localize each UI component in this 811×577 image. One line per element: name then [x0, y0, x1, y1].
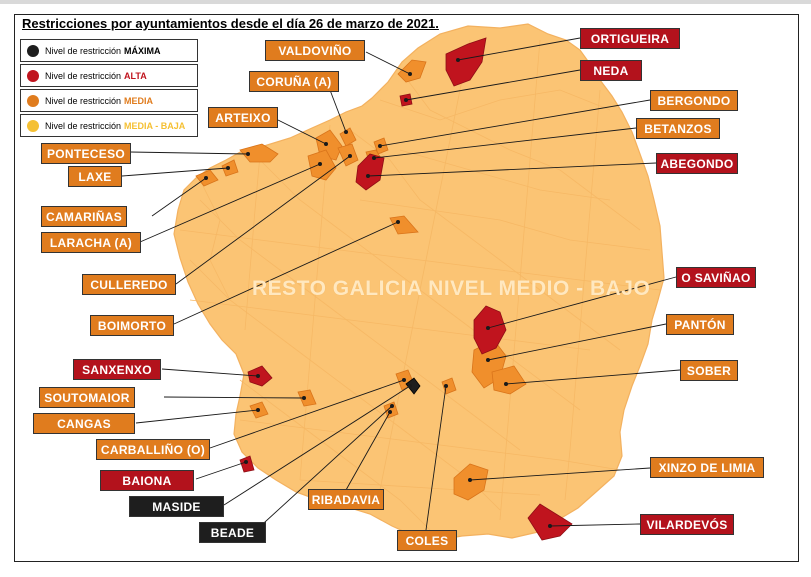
label-sober: SOBER	[680, 360, 738, 381]
label-baiona: BAIONA	[100, 470, 194, 491]
legend-level: MÁXIMA	[124, 45, 161, 56]
label-coles: COLES	[397, 530, 457, 551]
label-laxe: LAXE	[68, 166, 122, 187]
label-neda: NEDA	[580, 60, 642, 81]
region-caption: RESTO GALICIA NIVEL MEDIO - BAJO	[252, 277, 651, 300]
legend-level: ALTA	[124, 70, 147, 81]
legend-swatch-alta	[27, 70, 39, 82]
label-sanxenxo: SANXENXO	[73, 359, 161, 380]
label-maside: MASIDE	[129, 496, 224, 517]
label-valdovino: VALDOVIÑO	[265, 40, 365, 61]
label-panton: PANTÓN	[666, 314, 734, 335]
label-carballino: CARBALLIÑO (O)	[96, 439, 210, 460]
label-cangas: CANGAS	[33, 413, 135, 434]
legend-swatch-maxima	[27, 45, 39, 57]
label-bergondo: BERGONDO	[650, 90, 738, 111]
map-title: Restricciones por ayuntamientos desde el día 26 de marzo de 2021.	[22, 16, 439, 31]
legend	[20, 39, 198, 139]
label-ortigueira: ORTIGUEIRA	[580, 28, 680, 49]
legend-text: Nivel de restricción	[45, 70, 122, 81]
legend-level: MEDIA - BAJA	[124, 120, 186, 131]
label-osavinao: O SAVIÑAO	[676, 267, 756, 288]
legend-text: Nivel de restricción	[45, 45, 122, 56]
legend-text: Nivel de restricción	[45, 120, 122, 131]
label-ponteceso: PONTECESO	[41, 143, 131, 164]
legend-item-media-baja	[20, 114, 198, 137]
label-beade: BEADE	[199, 522, 266, 543]
label-laracha: LARACHA (A)	[41, 232, 141, 253]
legend-swatch-media-baja	[27, 120, 39, 132]
legend-swatch-media	[27, 95, 39, 107]
label-boimorto: BOIMORTO	[90, 315, 174, 336]
label-ribadavia: RIBADAVIA	[308, 489, 384, 510]
label-coruna: CORUÑA (A)	[249, 71, 339, 92]
label-arteixo: ARTEIXO	[208, 107, 278, 128]
legend-level: MEDIA	[124, 95, 154, 106]
label-soutomaior: SOUTOMAIOR	[39, 387, 135, 408]
label-vilardevos: VILARDEVÓS	[640, 514, 734, 535]
legend-item-media	[20, 89, 198, 112]
label-xinzo: XINZO DE LIMIA	[650, 457, 764, 478]
label-camarinas: CAMARIÑAS	[41, 206, 127, 227]
legend-item-alta	[20, 64, 198, 87]
legend-item-maxima	[20, 39, 198, 62]
label-abegondo: ABEGONDO	[656, 153, 738, 174]
label-culleredo: CULLEREDO	[82, 274, 176, 295]
label-betanzos: BETANZOS	[636, 118, 720, 139]
legend-text: Nivel de restricción	[45, 95, 122, 106]
